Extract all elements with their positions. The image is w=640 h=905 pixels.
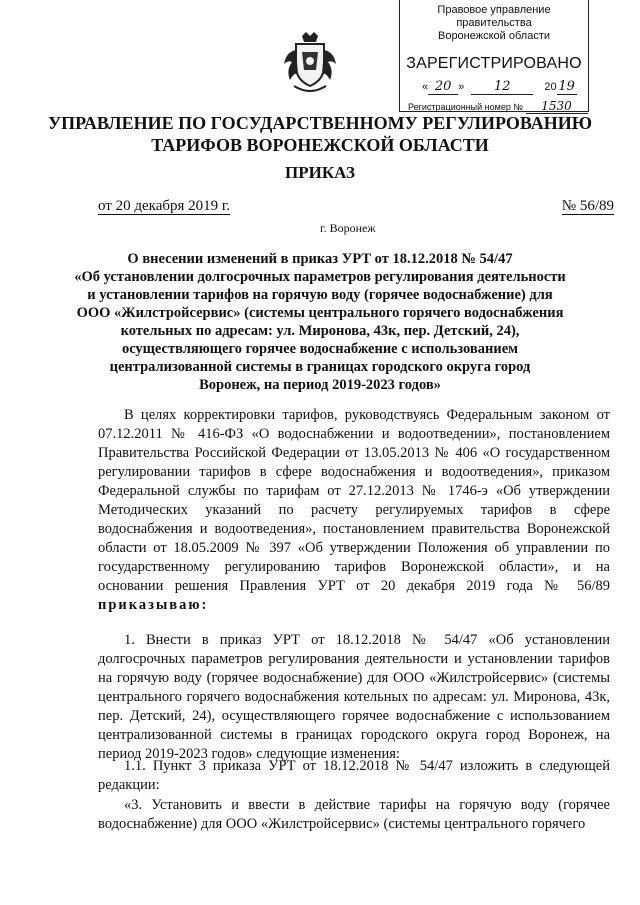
order-number-text: № 56/89: [561, 198, 614, 214]
title-line: котельных по адресам: ул. Миронова, 43к, пер. Детский, 24),: [120, 323, 520, 339]
title-line: осуществляющего горячее водоснабжение с использованием: [121, 341, 519, 357]
title-line: и установлении тарифов на горячую воду (горячее водоснабжение) для: [87, 287, 553, 303]
clause-3-quote-text: «3. Установить и ввести в действие тарифы на горячую воду (горячее водоснабжение) для ООО «Жилстройсервис» (системы центрального горячего: [98, 797, 610, 832]
title-line: О внесении изменений в приказ УРТ от 18.12.2018 № 54/47: [127, 251, 513, 267]
preamble-paragraph: [98, 406, 610, 615]
clause-1-1-text: 1.1. Пункт 3 приказа УРТ от 18.12.2018 № 54/47 изложить в следующей редакции:: [98, 758, 610, 793]
organization-line-2: ТАРИФОВ ВОРОНЕЖСКОЙ ОБЛАСТИ: [151, 135, 489, 155]
stamp-day: 20: [428, 79, 458, 95]
stamp-department: [400, 4, 588, 43]
preamble-text: В целях корректировки тарифов, руководствуясь Федеральным законом от 07.12.2011 № 416-ФЗ «О водоснабжении и водоотведении», постановлением Правительства Российской Федерации от 13.05.2013 № 406 «О государственном регулировании тарифов в сфере водоснабжения и водоотведения», приказом Федеральной службы по тарифам от 27.12.2013 № 1746-э «Об утверждении Методических указаний по расчету регулируемых тарифов в сфере водоснабжения и водоотведения», постановлением правительства Воронежской области от 18.05.2009 № 397 «Об утверждении Положения об управлении по государственному регулированию тарифов Воронежской области», и на основании решения Правления УРТ от 20 декабря 2019 года № 56/89: [98, 407, 610, 594]
title-line: «Об установлении долгосрочных параметров регулирования деятельности: [74, 269, 566, 285]
order-date: [98, 198, 230, 215]
title-line: ООО «Жилстройсервис» (системы центрального горячего водоснабжения: [76, 305, 564, 321]
stamp-dept-line: Правовое управление правительства: [437, 4, 551, 29]
stamp-year: 19: [558, 79, 575, 94]
stamp-registered: ЗАРЕГИСТРИРОВАНО: [406, 55, 582, 72]
stamp-region-line: Воронежской области: [437, 30, 550, 42]
order-number: [562, 198, 614, 215]
order-phrase: приказываю:: [98, 597, 209, 613]
stamp-month: 12: [471, 79, 533, 95]
stamp-date: [400, 79, 588, 95]
stamp-quote-open: «: [422, 81, 429, 93]
order-title: [40, 250, 600, 394]
document-type: ПРИКАЗ: [285, 163, 355, 182]
organization-name: [40, 112, 600, 156]
clause-3-quote: [98, 796, 610, 834]
title-line: централизованной системы в границах городского округа город: [109, 359, 531, 375]
stamp-year-prefix: 20: [544, 81, 557, 93]
organization-line-1: УПРАВЛЕНИЕ ПО ГОСУДАРСТВЕННОМУ РЕГУЛИРОВАНИЮ: [47, 113, 593, 133]
stamp-quote-close: »: [458, 81, 465, 93]
registration-stamp: [399, 0, 589, 112]
stamp-reg-number-value: 1530: [526, 99, 588, 114]
order-date-text: от 20 декабря 2019 г.: [98, 198, 231, 214]
clause-1-1: [98, 757, 610, 795]
stamp-reg-number-label: Регистрационный номер №: [408, 102, 524, 112]
clause-1-text: 1. Внести в приказ УРТ от 18.12.2018 № 54/47 «Об установлении долгосрочных параметров регулирования деятельности и установлении тарифов на горячую воду (горячее водоснабжение) для ООО «Жилстройсервис» (системы центрального горячего водоснабжения котельных по адресам: ул. Миронова, 43к, пер. Детский, 24), осуществляющего горячее водоснабжение с использованием централизованной системы в границах городского округа город Воронеж, на период 2019-2023 годов» следующие изменения:: [98, 632, 610, 762]
city: г. Воронеж: [320, 221, 376, 235]
coat-of-arms-icon: [280, 30, 340, 96]
clause-1: [98, 631, 610, 764]
title-line: Воронеж, на период 2019-2023 годов»: [199, 377, 441, 393]
